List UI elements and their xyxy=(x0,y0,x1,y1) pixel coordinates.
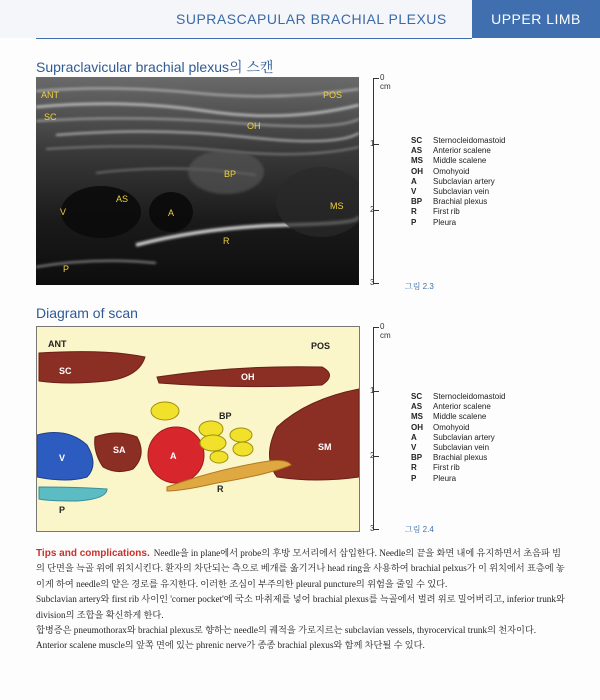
legend-abbr: SC xyxy=(411,136,423,145)
diagram-sc-muscle xyxy=(39,352,145,383)
legend-name: Subclavian artery xyxy=(433,176,495,186)
diagram-scale-3: 3 xyxy=(370,524,375,533)
legend-name: Pleura xyxy=(433,217,457,227)
legend-abbr: OH xyxy=(411,166,423,176)
tips-paragraph-3: 합병증은 pneumothorax와 brachial plexus로 향하는 needle의 궤적을 가로지르는 subclavian vessels, thyrocervical trunk의 천자이다. Anterior scalene muscle의 앞쪽 면에 있는 phrenic nerve가 종종 brachial plexus와 함께 차단될 수 있다. xyxy=(36,625,537,651)
header-section-title: SUPRASCAPULAR BRACHIAL PLEXUS xyxy=(176,11,447,27)
legend-row xyxy=(411,463,505,473)
legend-abbr: BP xyxy=(411,453,423,463)
scan-label-v: V xyxy=(60,207,67,217)
scan-label-bp: BP xyxy=(224,169,237,179)
scan-legend xyxy=(411,136,505,228)
legend-abbr: BP xyxy=(411,197,423,207)
legend-row xyxy=(411,443,505,453)
diagram-legend xyxy=(411,392,505,484)
scan-label-ms: MS xyxy=(330,201,344,211)
legend-row xyxy=(411,177,505,187)
legend-abbr: A xyxy=(411,176,417,186)
legend-row xyxy=(411,423,505,433)
legend-row xyxy=(411,453,505,463)
legend-name: Middle scalene xyxy=(433,412,487,422)
legend-row xyxy=(411,433,505,443)
diagram-label-sa: SA xyxy=(113,445,126,455)
diagram-scale-2: 2 xyxy=(370,451,375,460)
legend-name: Subclavian artery xyxy=(433,432,495,442)
diagram-label-p: P xyxy=(59,505,66,515)
scan-label-pos: POS xyxy=(323,90,343,100)
legend-name: Sternocleidomastoid xyxy=(433,136,506,145)
legend-row xyxy=(411,167,505,177)
scan-scale-3: 3 xyxy=(370,278,375,287)
scan-label-oh: OH xyxy=(247,121,261,131)
legend-row xyxy=(411,197,505,207)
diagram-label-v: V xyxy=(59,453,66,463)
diagram-label-a: A xyxy=(170,451,177,461)
legend-name: Omohyoid xyxy=(433,422,470,432)
diagram-label-r: R xyxy=(217,484,224,494)
legend-row xyxy=(411,218,505,228)
legend-name: Subclavian vein xyxy=(433,187,490,197)
scan-label-r: R xyxy=(223,236,230,246)
legend-row xyxy=(411,412,505,422)
scan-scale-1: 1 xyxy=(370,139,375,148)
diagram-graphic xyxy=(37,327,359,531)
legend-abbr: AS xyxy=(411,146,423,156)
diagram-title: Diagram of scan xyxy=(36,305,138,321)
legend-abbr: R xyxy=(411,463,417,473)
ultrasound-scan-image xyxy=(36,77,359,285)
scan-label-a: A xyxy=(168,208,175,218)
legend-row xyxy=(411,187,505,197)
scan-label-as: AS xyxy=(116,194,129,204)
legend-row xyxy=(411,474,505,484)
legend-row xyxy=(411,392,505,402)
legend-name: Omohyoid xyxy=(433,166,470,176)
legend-name: Brachial plexus xyxy=(433,453,488,463)
legend-name: Sternocleidomastoid xyxy=(433,392,506,401)
tips-paragraph-1: Needle을 in plane에서 probe의 후방 모서리에서 삽입한다. Needle의 끝을 화면 내에 유지하면서 초음파 빔의 단면을 늑골 위에 위치시킨다. 환자의 차단되는 측으로 베개를 옮기거나 head ring을 사용하여 brachial pelxus가 이 위치에서 표층에 놓이게 하여 needle의 얕은 경로를 유지한다. 이러한 조심이 부주의한 pleural puncture의 위험을 줄일 수 있다. xyxy=(36,548,565,589)
legend-abbr: MS xyxy=(411,156,423,166)
diagram-scale-1: 1 xyxy=(370,386,375,395)
legend-name: Anterior scalene xyxy=(433,146,491,156)
legend-name: Pleura xyxy=(433,473,457,483)
scan-scale-2: 2 xyxy=(370,205,375,214)
legend-abbr: SC xyxy=(411,392,423,401)
diagram-label-bp: BP xyxy=(219,411,232,421)
header-chapter-tab: UPPER LIMB xyxy=(472,0,600,38)
ultrasound-scan-graphic xyxy=(36,77,359,285)
legend-abbr: V xyxy=(411,187,417,197)
diagram-depth-scale xyxy=(360,324,390,534)
legend-abbr: P xyxy=(411,473,417,483)
scan-label-sc: SC xyxy=(44,112,57,122)
scan-diagram xyxy=(36,326,360,532)
legend-name: Subclavian vein xyxy=(433,443,490,453)
legend-name: First rib xyxy=(433,463,460,473)
tips-and-complications-text xyxy=(36,546,566,654)
legend-name: Middle scalene xyxy=(433,156,487,166)
legend-name: First rib xyxy=(433,207,460,217)
diagram-label-pos: POS xyxy=(311,341,331,351)
scan-figure-label: 그림 2.3 xyxy=(405,282,434,291)
legend-row xyxy=(411,207,505,217)
diagram-label-sm: SM xyxy=(318,442,332,452)
legend-abbr: AS xyxy=(411,402,423,412)
legend-row xyxy=(411,156,505,166)
legend-abbr: P xyxy=(411,217,417,227)
legend-abbr: A xyxy=(411,432,417,442)
tips-paragraph-2: Subclavian artery와 first rib 사이인 'corner pocket'에 국소 마취제를 넣어 brachial plexus를 늑골에서 벌려 위로 밀어버리고, inferior trunk와 division의 조합을 확신하게 한다. xyxy=(36,594,565,620)
scan-label-p: P xyxy=(63,264,70,274)
diagram-label-ant: ANT xyxy=(48,339,67,349)
legend-abbr: R xyxy=(411,207,417,217)
legend-row xyxy=(411,146,505,156)
scan-title: Supraclavicular brachial plexus의 스캔 xyxy=(36,59,274,75)
legend-abbr: OH xyxy=(411,422,423,432)
scan-scale-0: 0 cm xyxy=(380,73,391,91)
tips-title: Tips and complications. xyxy=(36,548,150,559)
diagram-pleura xyxy=(39,487,107,501)
legend-row xyxy=(411,136,505,146)
header-rule xyxy=(36,38,472,39)
legend-abbr: V xyxy=(411,443,417,453)
diagram-label-oh: OH xyxy=(241,372,255,382)
diagram-label-sc: SC xyxy=(59,366,72,376)
legend-abbr: MS xyxy=(411,412,423,422)
scan-label-ant: ANT xyxy=(41,90,59,100)
legend-name: Anterior scalene xyxy=(433,402,491,412)
legend-row xyxy=(411,402,505,412)
legend-name: Brachial plexus xyxy=(433,197,488,207)
page-header xyxy=(0,0,600,42)
diagram-scale-0: 0 cm xyxy=(380,322,391,340)
scan-depth-scale xyxy=(360,75,390,290)
diagram-figure-label: 그림 2.4 xyxy=(405,525,434,534)
